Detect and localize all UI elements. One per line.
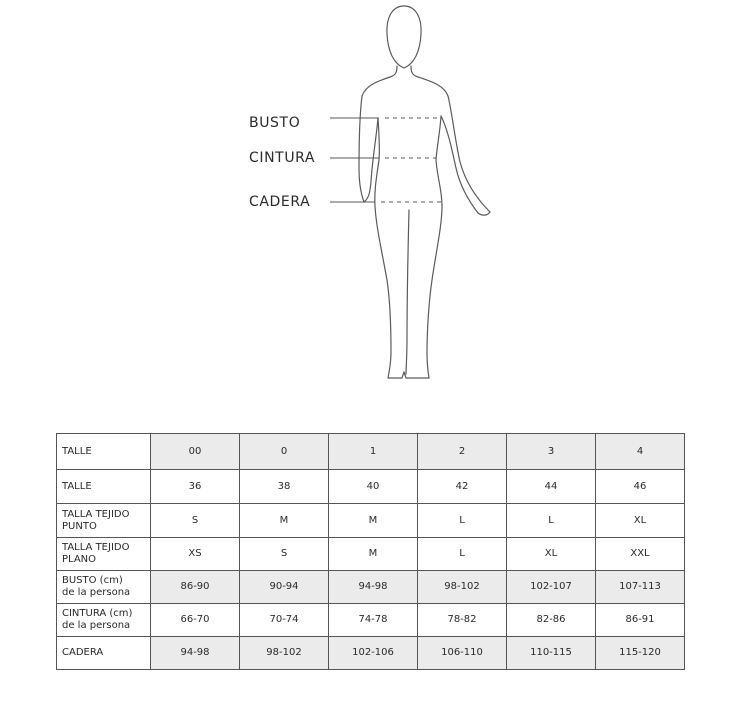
size-cell: 94-98 [151,637,240,670]
size-cell: 42 [418,470,507,504]
size-cell: 36 [151,470,240,504]
busto-label: BUSTO [249,115,301,131]
size-cell: 38 [240,470,329,504]
size-cell: L [418,504,507,538]
size-cell: 98-102 [240,637,329,670]
size-cell: 70-74 [240,604,329,637]
size-cell: M [240,504,329,538]
row-header [57,604,151,637]
row-header-line: TALLE [62,445,92,457]
size-chart-table [56,433,685,670]
size-cell: XS [151,538,240,571]
size-cell: L [507,504,596,538]
row-header-line: de la persona [62,620,131,631]
figure-neck-left [362,66,397,96]
size-cell: M [329,504,418,538]
size-cell: S [240,538,329,571]
row-header [57,434,151,470]
size-cell: 94-98 [329,571,418,604]
size-cell: 46 [596,470,685,504]
size-cell: 102-106 [329,637,418,670]
row-header [57,637,151,670]
size-cell: 90-94 [240,571,329,604]
row-header-line: de la persona [62,587,131,598]
size-cell: 107-113 [596,571,685,604]
size-row [57,538,685,571]
size-cell: XL [507,538,596,571]
size-cell: 98-102 [418,571,507,604]
size-cell: 110-115 [507,637,596,670]
size-row [57,504,685,538]
size-cell: 115-120 [596,637,685,670]
size-row [57,470,685,504]
size-row [57,571,685,604]
row-header-line: CINTURA (cm) [62,608,133,619]
row-header-line: PUNTO [62,520,97,532]
figure-right-arm-inner [441,116,478,213]
size-cell: 1 [329,434,418,470]
figure-left-torso [375,118,391,378]
row-header-line: PLANO [62,554,97,565]
row-header [57,538,151,571]
figure-right-torso [427,116,442,378]
size-cell: XXL [596,538,685,571]
size-cell: 3 [507,434,596,470]
size-cell: 40 [329,470,418,504]
size-row [57,434,685,470]
cintura-label: CINTURA [249,150,316,166]
size-chart-body [57,434,685,670]
figure-right-hand [478,212,490,215]
size-cell: XL [596,504,685,538]
row-header-line: CADERA [62,647,104,658]
size-cell: 86-91 [596,604,685,637]
size-cell: 4 [596,434,685,470]
cadera-label: CADERA [249,194,311,210]
size-cell: S [151,504,240,538]
size-cell: M [329,538,418,571]
size-cell: 78-82 [418,604,507,637]
figure-feet [388,372,429,378]
figure-left-arm-outer [359,96,364,202]
figure-leg-divider [406,210,409,374]
figure-head [387,6,421,68]
size-cell: 00 [151,434,240,470]
row-header-line: TALLA TEJIDO [62,542,130,553]
size-cell: 74-78 [329,604,418,637]
size-cell: 0 [240,434,329,470]
size-cell: 86-90 [151,571,240,604]
size-cell: 102-107 [507,571,596,604]
row-header-line: BUSTO (cm) [62,575,123,586]
size-row [57,637,685,670]
size-cell: L [418,538,507,571]
size-cell: 106-110 [418,637,507,670]
row-header [57,571,151,604]
figure-neck-right [411,66,448,96]
figure-right-arm-outer [448,96,490,212]
row-header-line: TALLE [62,480,92,492]
size-cell: 44 [507,470,596,504]
row-header [57,504,151,538]
size-cell: 66-70 [151,604,240,637]
size-cell: 2 [418,434,507,470]
row-header [57,470,151,504]
row-header-line: TALLA TEJIDO [62,508,130,520]
size-cell: 82-86 [507,604,596,637]
size-row [57,604,685,637]
